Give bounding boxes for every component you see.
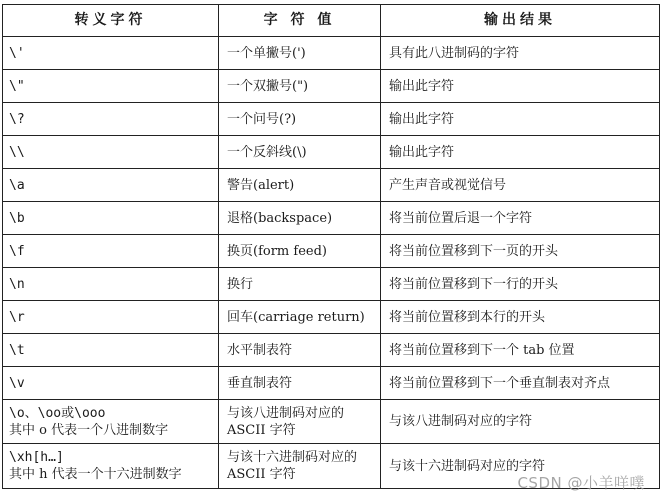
escape-code-cell xyxy=(3,444,219,489)
table-row xyxy=(3,70,660,103)
output-cell: 将当前位置后退一个字符 xyxy=(381,202,660,235)
char-value-cell xyxy=(219,136,381,169)
escape-code-cell xyxy=(3,169,219,202)
table-row xyxy=(3,103,660,136)
escape-code-cell xyxy=(3,136,219,169)
char-value-cell xyxy=(219,202,381,235)
char-value: 一个反斜线(\) xyxy=(227,144,307,160)
output-cell: 将当前位置移到下一个 tab 位置 xyxy=(381,334,660,367)
output-cell: 输出此字符 xyxy=(381,103,660,136)
escape-code: \' xyxy=(9,45,25,61)
output-cell: 将当前位置移到下一页的开头 xyxy=(381,235,660,268)
char-value-cell xyxy=(219,103,381,136)
char-value: 警告(alert) xyxy=(227,177,295,193)
table-row xyxy=(3,444,660,489)
escape-code-cell xyxy=(3,235,219,268)
escape-code-cell xyxy=(3,334,219,367)
escape-code-cell xyxy=(3,70,219,103)
escape-code: \a xyxy=(9,177,25,193)
char-value: 与该八进制码对应的 xyxy=(227,405,345,421)
char-value: 水平制表符 xyxy=(227,342,293,358)
char-value-cell xyxy=(219,235,381,268)
escape-code-cell xyxy=(3,268,219,301)
table-row xyxy=(3,334,660,367)
char-value-cell xyxy=(219,400,381,444)
output-cell: 将当前位置移到本行的开头 xyxy=(381,301,660,334)
escape-code-cell xyxy=(3,400,219,444)
char-value-cell xyxy=(219,37,381,70)
table-row xyxy=(3,400,660,444)
escape-code-cell xyxy=(3,202,219,235)
output-cell: 输出此字符 xyxy=(381,136,660,169)
output-cell: 与该八进制码对应的字符 xyxy=(381,400,660,444)
table-row xyxy=(3,367,660,400)
char-value: 与该十六进制码对应的 xyxy=(227,450,358,465)
output-cell: 与该十六进制码对应的字符 xyxy=(381,444,660,489)
output-cell: 将当前位置移到下一个垂直制表对齐点 xyxy=(381,367,660,400)
output-cell: 输出此字符 xyxy=(381,70,660,103)
table-row xyxy=(3,202,660,235)
char-value: 一个双撇号(") xyxy=(227,78,309,94)
escape-character-table-page xyxy=(2,4,659,499)
escape-code: \o、\oo或\ooo xyxy=(9,405,106,421)
char-value-cell xyxy=(219,169,381,202)
char-value: 换行 xyxy=(227,276,254,292)
escape-code: \r xyxy=(9,309,25,325)
escape-code-cell xyxy=(3,103,219,136)
table-row xyxy=(3,235,660,268)
char-value: 换页(form feed) xyxy=(227,243,327,259)
escape-code-cell xyxy=(3,301,219,334)
escape-code-cell xyxy=(3,37,219,70)
char-value: 一个单撇号(') xyxy=(227,45,306,61)
char-value: 回车(carriage return) xyxy=(227,309,365,325)
escape-code: \t xyxy=(9,342,25,358)
escape-code: \? xyxy=(9,111,25,127)
header-escape-char: 转义字符 xyxy=(3,5,219,37)
char-value-cell xyxy=(219,70,381,103)
char-value-cell xyxy=(219,367,381,400)
escape-code: \b xyxy=(9,210,25,226)
table-row xyxy=(3,169,660,202)
escape-code: \xh[h…] xyxy=(9,450,64,465)
output-cell: 产生声音或视觉信号 xyxy=(381,169,660,202)
char-value-cell xyxy=(219,301,381,334)
table-row xyxy=(3,37,660,70)
csdn-watermark: CSDN @小羊咩噗 xyxy=(517,474,645,492)
escape-code-note: 其中 h 代表一个十六进制数字 xyxy=(9,467,182,482)
output-cell: 具有此八进制码的字符 xyxy=(381,37,660,70)
char-value: 一个问号(?) xyxy=(227,111,297,127)
char-value-cell xyxy=(219,334,381,367)
escape-code-cell xyxy=(3,367,219,400)
char-value-line2: ASCII 字符 xyxy=(227,422,296,438)
output-cell: 将当前位置移到下一行的开头 xyxy=(381,268,660,301)
table-row xyxy=(3,268,660,301)
header-output-result: 输出结果 xyxy=(381,5,660,37)
escape-code: \n xyxy=(9,276,25,292)
escape-code: \\ xyxy=(9,144,25,160)
table-header-row xyxy=(3,5,660,37)
escape-character-table xyxy=(2,4,660,489)
escape-code-note: 其中 o 代表一个八进制数字 xyxy=(9,422,169,438)
char-value-line2: ASCII 字符 xyxy=(227,467,296,482)
char-value-cell xyxy=(219,268,381,301)
char-value-cell xyxy=(219,444,381,489)
char-value: 退格(backspace) xyxy=(227,210,333,226)
escape-code: \f xyxy=(9,243,25,259)
escape-code: \" xyxy=(9,78,25,94)
table-row xyxy=(3,136,660,169)
header-char-value: 字 符 值 xyxy=(219,5,381,37)
table-row xyxy=(3,301,660,334)
escape-code: \v xyxy=(9,375,25,391)
char-value: 垂直制表符 xyxy=(227,375,293,391)
